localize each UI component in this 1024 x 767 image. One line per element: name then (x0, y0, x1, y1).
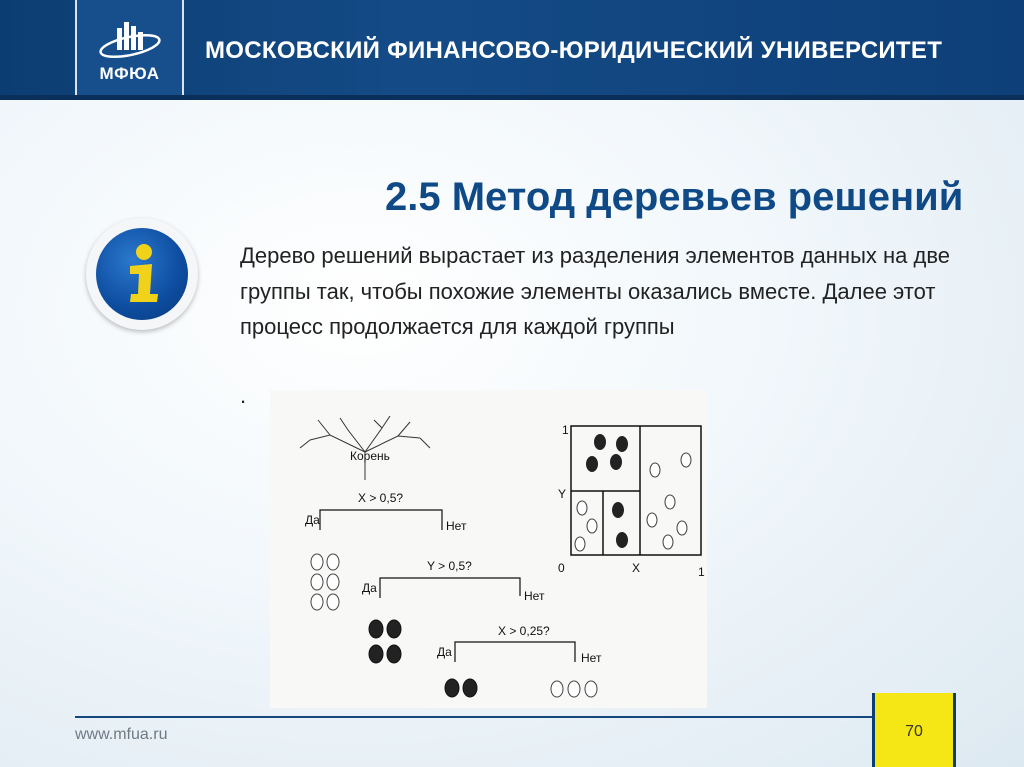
leaf-group-dark (369, 620, 477, 697)
decision-tree-drawing (270, 390, 707, 708)
decision-tree-figure (270, 390, 707, 708)
axis-y-top: 1 (562, 423, 569, 437)
footer-line (75, 716, 955, 718)
root-label: Корень (350, 449, 390, 463)
tree-branches (300, 416, 430, 480)
leaf-group-light-2 (551, 681, 597, 697)
axis-x-label: X (632, 561, 641, 575)
no-label-3: Нет (581, 651, 602, 665)
trailing-dot: . (240, 383, 247, 408)
slide-title: 2.5 Метод деревьев решений (385, 175, 964, 219)
no-label-2: Нет (524, 589, 545, 603)
body-text: Дерево решений вырастает из разделения элементов данных на две группы так, чтобы похожие элементы оказались вместе. Далее этот процесс продолжается для каждой группы (240, 243, 951, 339)
question-2: Y > 0,5? (427, 559, 472, 573)
logo-box (75, 0, 184, 100)
info-icon-inner (96, 228, 188, 320)
logo-text: МФЮА (99, 64, 160, 83)
partition-chart (558, 423, 705, 579)
yes-label-3: Да (437, 645, 452, 659)
no-label-1: Нет (446, 519, 467, 533)
university-name: МОСКОВСКИЙ ФИНАНСОВО-ЮРИДИЧЕСКИЙ УНИВЕРСИТЕТ (205, 37, 943, 64)
yes-label-2: Да (362, 581, 377, 595)
split-3 (455, 642, 575, 662)
axis-x-right: 1 (698, 565, 705, 579)
question-3: X > 0,25? (498, 624, 550, 638)
axis-origin: 0 (558, 561, 565, 575)
yes-label-1: Да (305, 513, 320, 527)
university-logo-icon (95, 18, 165, 62)
header-bar (0, 0, 1024, 100)
page-number: 70 (905, 723, 923, 740)
leaf-group-light-1 (311, 554, 339, 610)
info-icon (86, 218, 198, 330)
question-1: X > 0,5? (358, 491, 404, 505)
page-number-box (872, 693, 956, 767)
info-glyph (96, 228, 188, 320)
footer-url[interactable]: www.mfua.ru (75, 726, 168, 743)
axis-y-label: Y (558, 487, 567, 501)
split-2 (380, 578, 520, 598)
header-stripe (0, 95, 1024, 100)
split-1 (320, 510, 442, 530)
